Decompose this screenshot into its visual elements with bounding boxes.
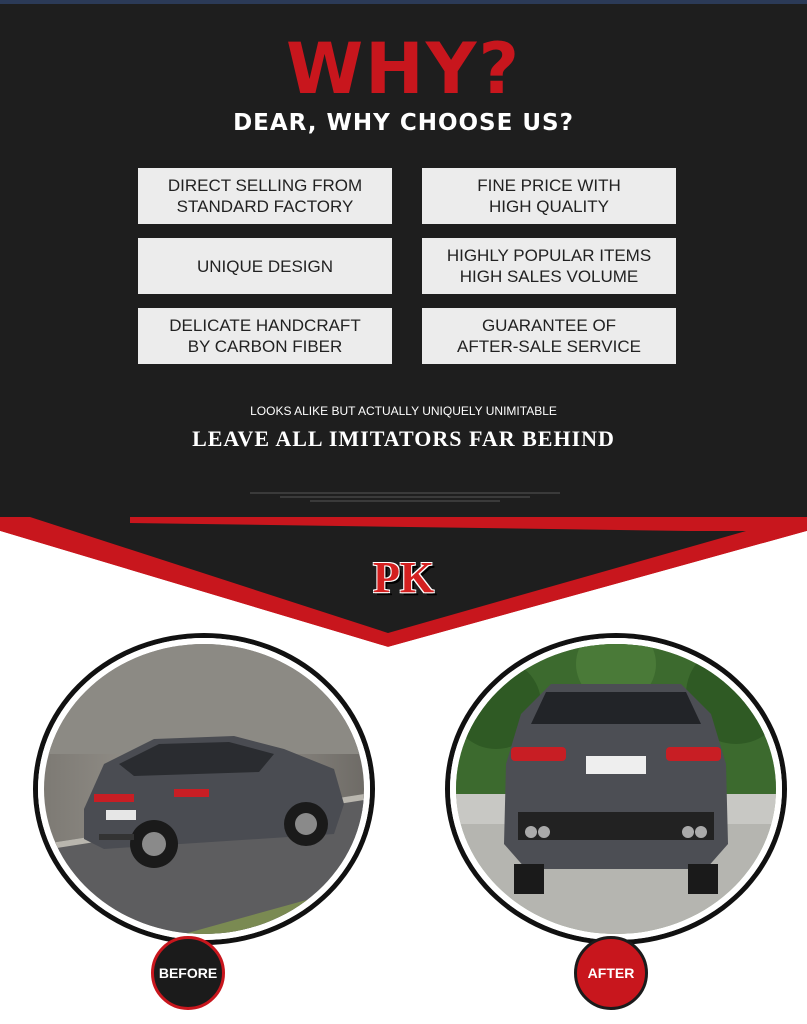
- why-choose-us-subtitle: DEAR, WHY CHOOSE US?: [233, 110, 574, 136]
- before-photo: [38, 638, 370, 940]
- feature-fine-price: FINE PRICE WITH HIGH QUALITY: [422, 168, 676, 224]
- feature-carbon-fiber: DELICATE HANDCRAFT BY CARBON FIBER: [138, 308, 392, 364]
- after-photo: [450, 638, 782, 940]
- feature-after-sale: GUARANTEE OF AFTER-SALE SERVICE: [422, 308, 676, 364]
- tagline-small: LOOKS ALIKE BUT ACTUALLY UNIQUELY UNIMITABLE: [250, 404, 557, 418]
- top-accent-line: [0, 0, 807, 4]
- after-badge: AFTER: [574, 936, 648, 1010]
- feature-factory-direct: DIRECT SELLING FROM STANDARD FACTORY: [138, 168, 392, 224]
- why-heading: WHY?: [285, 28, 522, 110]
- feature-unique-design: UNIQUE DESIGN: [138, 238, 392, 294]
- pk-logo: PK: [372, 553, 435, 602]
- car-before-illustration: [44, 644, 364, 934]
- tagline-large: LEAVE ALL IMITATORS FAR BEHIND: [192, 426, 615, 451]
- decorative-fine-print: [250, 490, 560, 504]
- before-badge: BEFORE: [151, 936, 225, 1010]
- feature-popular-items: HIGHLY POPULAR ITEMS HIGH SALES VOLUME: [422, 238, 676, 294]
- car-after-illustration: [456, 644, 776, 934]
